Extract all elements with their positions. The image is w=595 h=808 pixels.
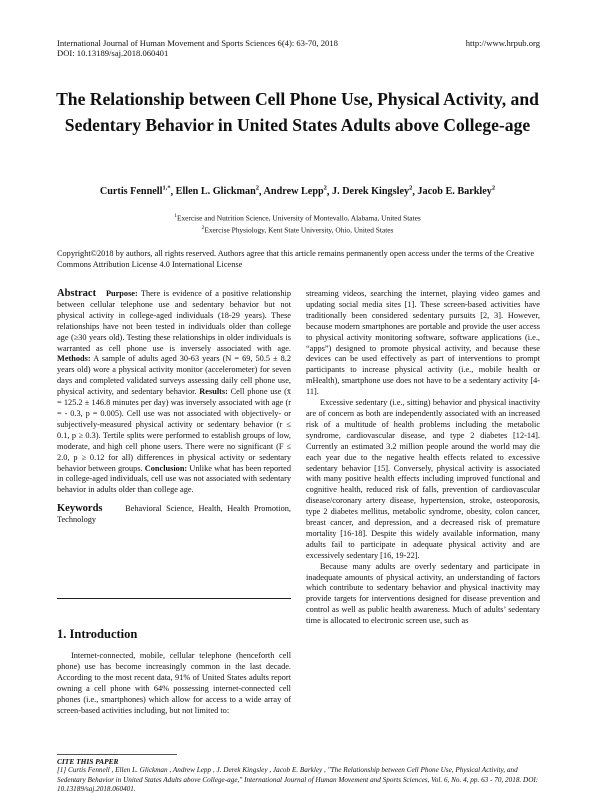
cite-block: [57, 757, 545, 794]
journal-url-link[interactable]: http://www.hrpub.org: [465, 38, 540, 48]
methods-label: Methods:: [57, 354, 91, 364]
journal-header: International Journal of Human Movement and Sports Sciences 6(4): 63-70, 2018: [57, 38, 338, 48]
conclusion-label: Conclusion:: [144, 463, 188, 473]
right-paragraph-1: streaming videos, searching the internet, playing video games and updating social media sites [1]. These screen-based activities have traditionally been considered sedentary pursuits [2, 3]. However, because modern smartphones are portable and provide the user access to physical activity monitoring software, software applications (i.e., “apps”) designed to promote physical activity, and because these devices can be used effectively as part of interventions to prompt participants to increase physical activity (i.e., mobile health or mHealth), smartphone use does not have to be a sedentary activity [4-11].: [306, 289, 540, 397]
cite-text: [1] Curtis Fennell , Ellen L. Glickman , Andrew Lepp , J. Derek Kingsley , Jacob E. Barkley , "The Relationship between Cell Phone Use, Physical Activity, and Sedentary Behavior in United States Adults above College-age," International Journal of Human Movement and Sports Sciences, Vol. 6, No. 4, pp. 63 - 70, 2018. DOI: 10.13189/saj.2018.060401.: [57, 766, 539, 793]
conclusion-text: Unlike what has been reported in college-aged individuals, cell use was not associated with sedentary behavior in adults older than college age.: [57, 463, 292, 495]
right-column: [306, 289, 540, 627]
purpose-label: Purpose:: [105, 289, 138, 298]
methods-text: A sample of adults aged 30-63 years (N = 69, 50.5 ± 8.2 years old) wore a physical activity monitor (accelerometer) for seven days and completed validated surveys assessing daily cell phone use, physical activity, and sedentary behavior.: [57, 354, 291, 397]
author-5[interactable]: Jacob E. Barkley$^2$: [417, 185, 496, 198]
intro-heading: 1. Introduction: [57, 627, 138, 641]
author-4[interactable]: J. Derek Kingsley$^2$: [332, 185, 413, 198]
intro-left-column: [57, 651, 291, 716]
doi-header: DOI: 10.13189/saj.2018.060401: [57, 48, 169, 58]
keywords-text: Behavioral Science, Health, Health Promotion, Technology: [57, 504, 291, 525]
affiliation-2: $^2$Exercise Physiology, Kent State University, Ohio, United States: [201, 225, 394, 235]
affiliations: [40, 211, 555, 236]
author-1[interactable]: Curtis Fennell$^{1,*}$: [99, 185, 171, 198]
author-list: Curtis Fennell$^{1,*}$, Ellen L. Glickman$^2$, Andrew Lepp$^2$, J. Derek Kingsley$^2$, Jacob E. Barkley$^2$: [99, 185, 496, 198]
results-text: Cell phone use (x̄ = 125.2 ± 146.8 minutes per day) was inversely associated with age (r = - 0.3, p = 0.005). Cell use was not associated with objectively- or subjectively-measured physical activity or sedentary behavior (r ≤ 0.1, p ≥ 0.3). Tertile splits were performed to establish groups of low, moderate, and high cell phone users. There were no significant (F ≤ 2.0, p ≥ 0.12 for all) differences in physical activity or sedentary behavior between groups.: [57, 387, 291, 473]
purpose-text: There is evidence of a positive relationship between cellular telephone use and sedentary behavior but not physical activity in college-aged individuals (18-29 years). These relationships have not been tested in individuals older than college age (≥30 years old). Testing these relationships in older individuals is warranted as cell phone use is inversely associated with age.: [57, 289, 291, 353]
abstract-label: Abstract: [57, 288, 97, 299]
affiliation-1: $^1$Exercise and Nutrition Science, University of Montevallo, Alabama, United States: [174, 213, 421, 223]
paper-title: The Relationship between Cell Phone Use, Physical Activity, and Sedentary Behavior in United States Adults above College-age: [56, 89, 539, 135]
abstract-block: [57, 289, 291, 526]
cite-label: CITE THIS PAPER: [57, 757, 119, 766]
author-2[interactable]: Ellen L. Glickman$^2$: [175, 185, 260, 198]
right-paragraph-3: Because many adults are overly sedentary and participate in inadequate amounts of physical activity, an understanding of factors which contribute to sedentary behavior and physical inactivity may provide targets for interventions designed for disease prevention and control as well as public health awareness. Much of adults’ sedentary time is allocated to electronic screen use, such as: [306, 561, 540, 626]
intro-paragraph: Internet-connected, mobile, cellular telephone (henceforth cell phone) use has become increasingly common in the last decade. According to the most recent data, 91% of United States adults report owning a cell phone with 64% possessing internet-connected cell phones (i.e., smartphones) which allow for access to a wide array of screen-based activities including, but not limited to:: [57, 651, 291, 715]
right-paragraph-2: Excessive sedentary (i.e., sitting) behavior and physical inactivity are of concern as both are independently associated with an increased risk of a multitude of health problems including the metabolic syndrome, cardiovascular disease, and type 2 diabetes [12-14]. Currently an estimated 3.2 million people around the world may die each year due to the negative health effects related to excessive sedentary behavior [15]. Conversely, physical activity is associated with many positive health effects including improved functional and cognitive health, reduced risk of falls, prevention of cardiovascular disease/coronary artery disease, hypertension, stroke, osteoporosis, type 2 diabetes mellitus, metabolic syndrome, obesity, colon cancer, breast cancer, and depression, and a decreased risk of premature mortality [16-18]. Despite this widely available information, many adults fail to participate in adequate physical activity and are excessively sedentary [16, 19-22].: [306, 398, 540, 560]
author-3[interactable]: Andrew Lepp$^2$: [263, 185, 327, 198]
copyright-notice: Copyright©2018 by authors, all rights reserved. Authors agree that this article remains permanently open access under the terms of the Creative Commons Attribution License 4.0 International License: [57, 249, 535, 269]
keywords-divider: [57, 598, 291, 599]
results-label: Results:: [199, 387, 228, 397]
keywords-label: Keywords: [57, 503, 103, 515]
cite-divider: [57, 754, 177, 755]
